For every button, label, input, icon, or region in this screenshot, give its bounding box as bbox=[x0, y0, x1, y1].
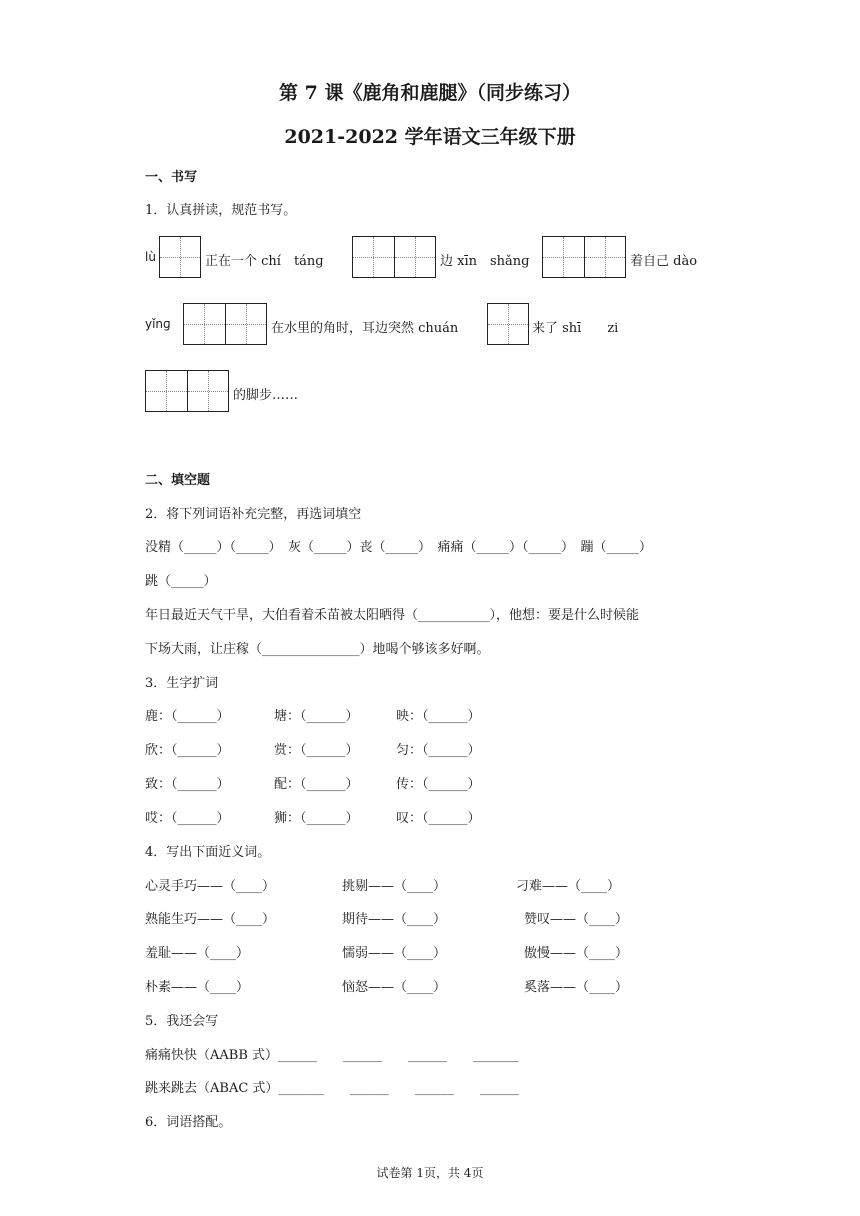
q2-line-4: 下场大雨，让庄稼（_______________）地喝个够该多好啊。 bbox=[145, 642, 490, 657]
pinyin-lu: lù bbox=[145, 250, 156, 264]
q3-row-4-a: 哎：（______） bbox=[145, 811, 230, 826]
q3-row-2-a: 欣：（______） bbox=[145, 743, 230, 758]
q4-row-2-b: 期待——（____） bbox=[342, 912, 447, 927]
q1-row1-text1: 正在一个 chí tánɡ bbox=[205, 254, 324, 269]
q5-line-1: 痛痛快快（AABB 式）______ ______ ______ _______ bbox=[145, 1048, 519, 1063]
q2-line-2: 跳（_____） bbox=[145, 574, 217, 589]
q1-row2-text1: 在水里的角时，耳边突然 chuán bbox=[271, 321, 459, 336]
q1-row1-text2: 边 xīn shǎnɡ bbox=[440, 254, 530, 269]
q1-row1-text3: 着自己 dào bbox=[630, 254, 698, 269]
q3-row-1-b: 塘：（______） bbox=[274, 709, 359, 724]
q4-row-1-b: 挑剔——（____） bbox=[342, 879, 447, 894]
q4-row-4-a: 朴素——（____） bbox=[145, 980, 250, 995]
writing-box[interactable] bbox=[542, 236, 626, 278]
question-2: 2．将下列词语补充完整，再选词填空 bbox=[145, 507, 362, 522]
writing-box[interactable] bbox=[352, 236, 436, 278]
q2-line-3: 年日最近天气干旱，大伯看着禾苗被太阳晒得（___________），他想：要是什么时候能 bbox=[145, 608, 640, 623]
q3-row-1-c: 映：（______） bbox=[396, 709, 481, 724]
question-3: 3．生字扩词 bbox=[145, 676, 219, 691]
pinyin-ying: yǐnɡ bbox=[145, 317, 171, 331]
q4-row-3-b: 懦弱——（____） bbox=[342, 946, 447, 961]
q3-row-2-c: 匀：（______） bbox=[396, 743, 481, 758]
question-6: 6．词语搭配。 bbox=[145, 1115, 232, 1130]
q3-row-2-b: 赏：（______） bbox=[274, 743, 359, 758]
q4-row-1-c: 刁难——（____） bbox=[516, 879, 621, 894]
q3-row-1-a: 鹿：（______） bbox=[145, 709, 230, 724]
section-fill-blank: 二、填空题 bbox=[145, 473, 211, 488]
q5-line-2: 跳来跳去（ABAC 式）_______ ______ ______ ______ bbox=[145, 1081, 519, 1096]
section-writing: 一、书写 bbox=[145, 170, 198, 185]
q3-row-3-a: 致：（______） bbox=[145, 777, 230, 792]
question-1: 1．认真拼读，规范书写。 bbox=[145, 203, 297, 218]
q3-row-4-b: 狮：（______） bbox=[274, 811, 359, 826]
page-title: 第 7 课《鹿角和鹿腿》（同步练习） bbox=[279, 82, 581, 104]
q1-row2-text2: 来了 shī zi bbox=[532, 321, 619, 336]
q3-row-3-b: 配：（______） bbox=[274, 777, 359, 792]
page-footer: 试卷第 1页，共 4页 bbox=[376, 1166, 484, 1180]
q1-row3-text1: 的脚步…… bbox=[233, 388, 299, 403]
q4-row-4-c: 奚落——（____） bbox=[524, 980, 629, 995]
q4-row-4-b: 恼怒——（____） bbox=[342, 980, 447, 995]
q4-row-2-a: 熟能生巧——（____） bbox=[145, 912, 276, 927]
writing-box[interactable] bbox=[487, 303, 529, 345]
page-subtitle: 2021-2022 学年语文三年级下册 bbox=[284, 126, 576, 148]
question-5: 5．我还会写 bbox=[145, 1014, 219, 1029]
writing-box[interactable] bbox=[159, 236, 201, 278]
writing-box[interactable] bbox=[183, 303, 267, 345]
question-4: 4．写出下面近义词。 bbox=[145, 845, 271, 860]
q4-row-2-c: 赞叹——（____） bbox=[524, 912, 629, 927]
q4-row-3-a: 羞耻——（____） bbox=[145, 946, 250, 961]
q3-row-4-c: 叹：（______） bbox=[396, 811, 481, 826]
q4-row-3-c: 傲慢——（____） bbox=[524, 946, 629, 961]
q4-row-1-a: 心灵手巧——（____） bbox=[145, 879, 276, 894]
q2-line-1: 没精（_____）（_____） 灰（_____）丧（_____） 痛痛（_____）（_____） 蹦（_____） bbox=[145, 540, 653, 555]
q3-row-3-c: 传：（______） bbox=[396, 777, 481, 792]
writing-box[interactable] bbox=[145, 370, 229, 412]
